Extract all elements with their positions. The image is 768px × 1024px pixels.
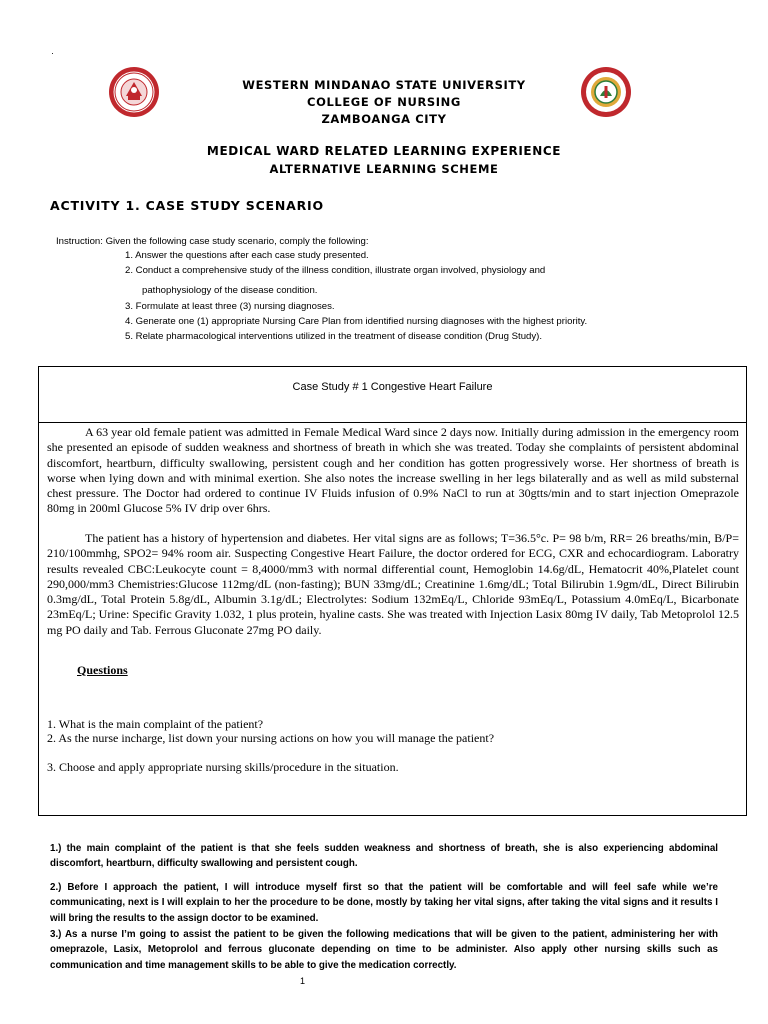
college-name: COLLEGE OF NURSING (307, 95, 461, 109)
question-item: 3. Choose and apply appropriate nursing skills/procedure in the situation. (47, 760, 399, 774)
instruction-item: pathophysiology of the disease condition. (142, 285, 318, 296)
question-item: 2. As the nurse incharge, list down your nursing actions on how you will manage the patient? (47, 731, 495, 745)
case-study-title: Case Study # 1 Congestive Heart Failure (292, 381, 493, 393)
case-paragraph: A 63 year old female patient was admitted in Female Medical Ward since 2 days now. Initially during admission in the emergency room she presented an episode of sudden weakness and shortness of breath in which she was treated. Today she complaints of persistent abdominal discomfort, heartburn, difficulty swallowing, persistent cough and her condition has gotten progressively worse. Her shortness of breath is worse when lying down and with minimal exertion. She also notes the increase swelling in her legs bilaterally and as well as mild substernal chest pressure. The Doctor had ordered to continue IV Fluids infusion of 0.9% NaCl to run at 30gtts/min and to start injection Omeprazole 80mg in 200ml Glucose 5% IV drip over 6hrs. (47, 425, 739, 516)
instruction-item: 2. Conduct a comprehensive study of the illness condition, illustrate organ involved, physiology and (125, 265, 546, 276)
instruction-item: 1. Answer the questions after each case study presented. (125, 250, 369, 261)
instruction-item: 4. Generate one (1) appropriate Nursing Care Plan from identified nursing diagnoses with the highest priority. (125, 316, 588, 327)
case-study-box (38, 366, 747, 816)
answer-paragraph: 3.) As a nurse I’m going to assist the patient to be given the following medications that will be given to the patient, administering her with omeprazole, Lasix, Metoprolol and ferrous gluconate depending on time to be administer. Also apply other nursing skills such as communication and time management skills to be able to give the medication correctly. (50, 929, 718, 971)
divider (39, 422, 746, 423)
case-paragraph: The patient has a history of hypertension and diabetes. Her vital signs are as follows; T=36.5°c. P= 98 b/m, RR= 26 breaths/min, B/P= 210/100mmhg, SPO2= 94% room air. Suspecting Congestive Heart Failure, the doctor ordered for ECG, CXR and echocardiogram. Laboratry results revealed CBC:Leukocyte count = 8,4000/mm3 with normal differential count, Hemoglobin 14.6g/dL, Hematocrit 40%,Platelet count 290,000/mm3 Chemistries:Glucose 112mg/dL (non-fasting); BUN 33mg/dL; Creatinine 1.6mg/dL; Total Bilirubin 1.9gm/dL, Direct Bilirubin 0.3mg/dL, Total Protein 5.8g/dL, Albumin 3.1g/dL; Electrolytes: Sodium 132mEq/L, Chloride 93mEq/L, Potassium 4.0mEq/L, Bicarbonate 23mEq/L; Urine: Specific Gravity 1.032, 1 plus protein, hyaline casts. She was treated with Injection Lasix 80mg IV daily, Tab Metoprolol 12.5 mg PO daily and Tab. Ferrous Gluconate 27mg PO daily. (47, 531, 739, 637)
college-seal-logo (580, 66, 632, 118)
university-name: WESTERN MINDANAO STATE UNIVERSITY (242, 78, 526, 92)
city-name: ZAMBOANGA CITY (321, 112, 447, 126)
instruction-item: 3. Formulate at least three (3) nursing diagnoses. (125, 301, 335, 312)
instruction-item: 5. Relate pharmacological interventions utilized in the treatment of disease condition (Drug Study). (125, 331, 543, 342)
questions-heading: Questions (77, 663, 128, 677)
instruction-text: Instruction: Given the following case study scenario, comply the following: (56, 236, 369, 247)
page-number: 1 (300, 976, 306, 986)
activity-heading: ACTIVITY 1. CASE STUDY SCENARIO (50, 198, 324, 213)
document-subtitle: ALTERNATIVE LEARNING SCHEME (269, 162, 499, 176)
question-item: 1. What is the main complaint of the patient? (47, 717, 264, 731)
document-title: MEDICAL WARD RELATED LEARNING EXPERIENCE (206, 144, 562, 158)
university-seal-logo (108, 66, 160, 118)
answer-paragraph: 1.) the main complaint of the patient is that she feels sudden weakness and shortness of breath, she is also experiencing abdominal discomfort, heartburn, difficulty swallowing and persistent cough. (50, 843, 718, 870)
stray-mark: · (51, 48, 54, 58)
answer-paragraph: 2.) Before I approach the patient, I will introduce myself first so that the patient will be comfortable and will feel safe while we’re communicating, next is I will explain to her the procedure to be done, mostly by taking her vital signs, after taking the vital signs and it results I will bring the results to the assign doctor to be examined. (50, 882, 718, 924)
